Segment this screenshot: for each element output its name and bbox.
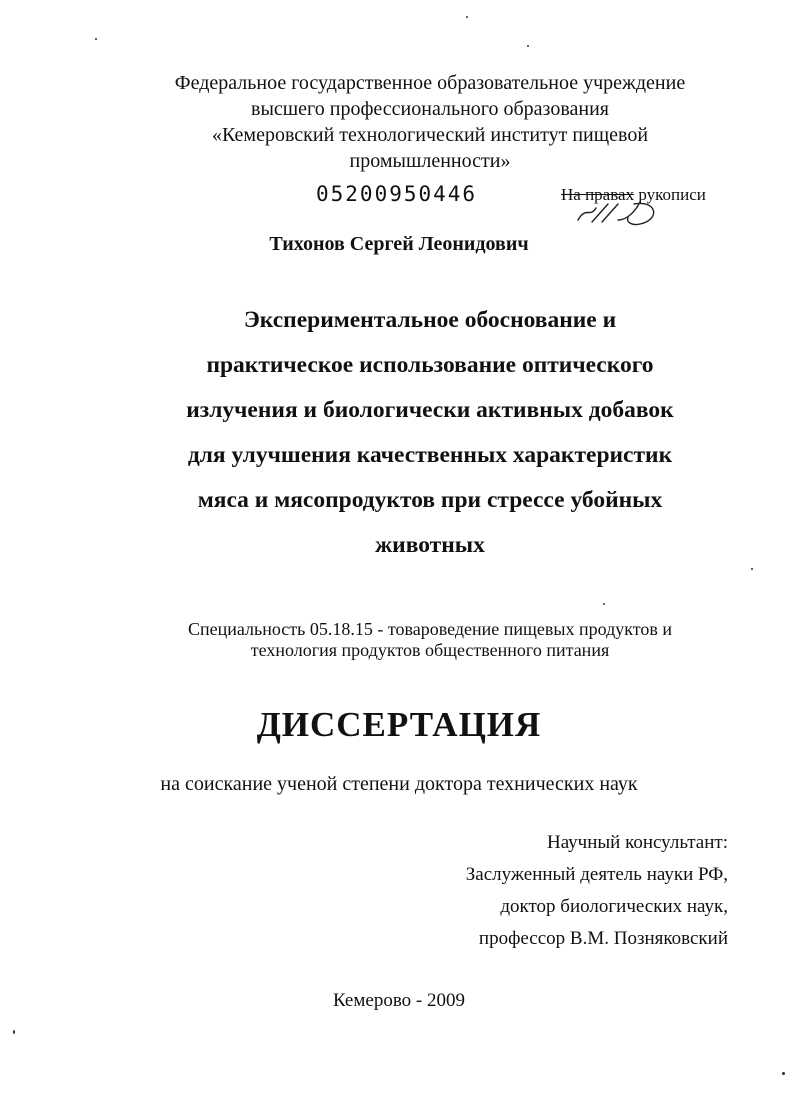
scan-speck	[13, 1030, 15, 1034]
consultant-title: доктор биологических наук,	[500, 896, 728, 917]
handwritten-signature	[574, 198, 664, 228]
title-line: для улучшения качественных характеристик	[187, 442, 673, 468]
place-year: Кемерово - 2009	[332, 990, 465, 1011]
scan-speck	[782, 1072, 785, 1075]
degree-line: на соискание ученой степени доктора технических наук	[160, 773, 638, 795]
manuscript-rights-plain: рукописи	[634, 185, 706, 204]
institution-block	[100, 70, 760, 174]
author-name: Тихонов Сергей Леонидович	[269, 233, 529, 255]
scan-speck	[95, 38, 97, 40]
institution-line: промышленности»	[349, 150, 511, 172]
scan-speck	[603, 603, 605, 605]
title-line: мяса и мясопродуктов при стрессе убойных	[197, 487, 663, 513]
institution-line: «Кемеровский технологический институт пищевой	[211, 124, 649, 146]
title-line: практическое использование оптического	[206, 352, 654, 378]
scan-speck	[527, 45, 529, 47]
institution-line: Федеральное государственное образовательное учреждение	[174, 72, 686, 94]
consultant-name: профессор В.М. Позняковский	[478, 928, 728, 949]
title-line: животных	[375, 532, 485, 558]
dissertation-title	[100, 298, 760, 568]
consultant-block	[466, 827, 728, 955]
scan-speck	[466, 16, 468, 18]
consultant-title: Заслуженный деятель науки РФ,	[465, 864, 728, 885]
specialty-line: технология продуктов общественного питания	[250, 640, 610, 660]
title-line: Экспериментальное обоснование и	[243, 307, 617, 333]
scan-speck	[751, 568, 753, 570]
specialty-line: Специальность 05.18.15 - товароведение пищевых продуктов и	[187, 619, 673, 639]
institution-line: высшего профессионального образования	[251, 98, 609, 120]
specialty-block	[100, 619, 760, 661]
manuscript-rights-struck: На правах	[561, 185, 635, 204]
title-line: излучения и биологически активных добавок	[186, 397, 674, 423]
document-type-heading: ДИССЕРТАЦИЯ	[256, 705, 542, 744]
catalog-code: 05200950446	[316, 182, 478, 206]
consultant-role: Научный консультант:	[546, 832, 728, 853]
